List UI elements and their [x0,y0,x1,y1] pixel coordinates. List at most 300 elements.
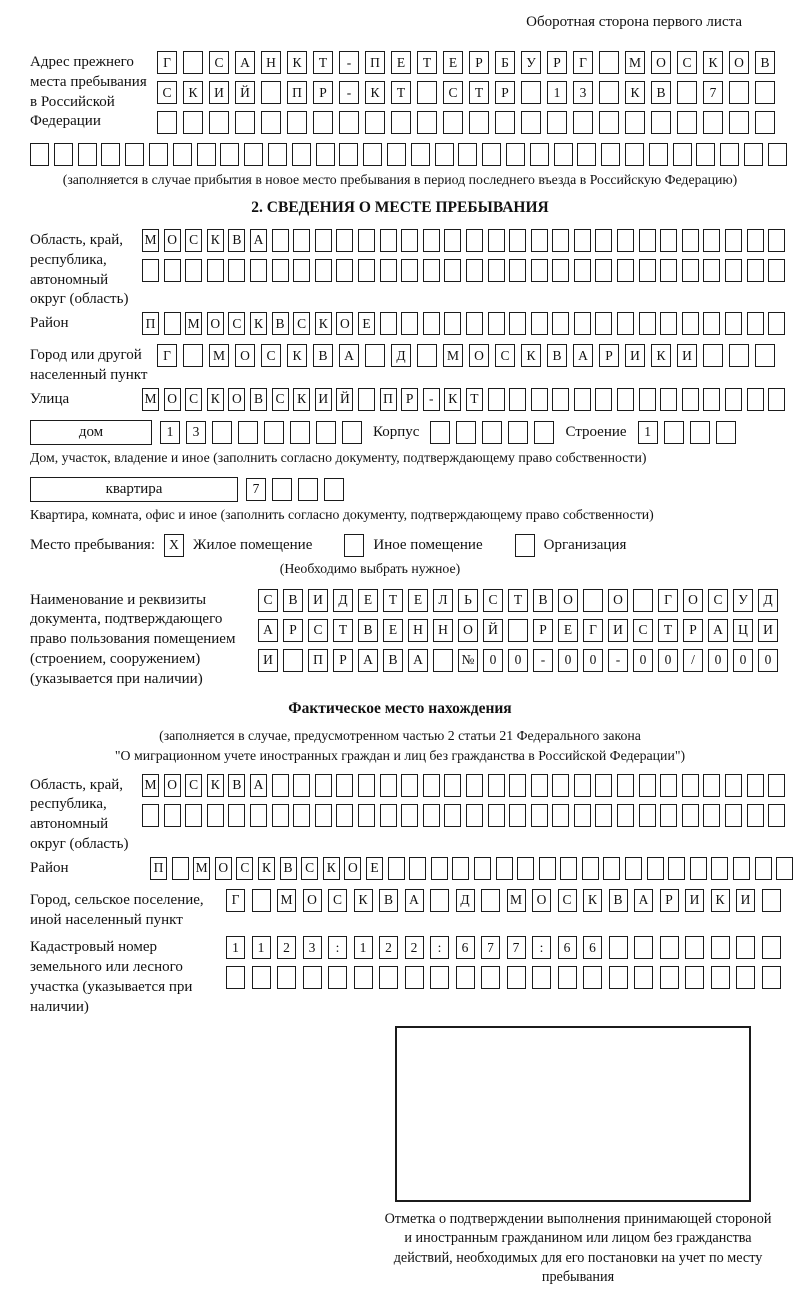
char-cell[interactable] [574,804,591,827]
char-cell[interactable] [363,143,382,166]
char-cell[interactable] [768,804,785,827]
char-cell[interactable] [649,143,668,166]
char-cell[interactable]: С [443,81,463,104]
char-cell[interactable] [423,229,440,252]
char-cell[interactable] [183,51,203,74]
char-cell[interactable]: Б [495,51,515,74]
char-cell[interactable] [521,111,541,134]
char-cell[interactable] [277,966,296,989]
char-cell[interactable]: Т [508,589,528,612]
char-cell[interactable] [747,312,764,335]
char-cell[interactable]: 7 [507,936,526,959]
char-cell[interactable]: : [430,936,449,959]
char-cell[interactable]: О [558,589,578,612]
char-cell[interactable] [430,889,449,912]
char-cell[interactable] [574,774,591,797]
char-cell[interactable] [716,421,736,444]
char-cell[interactable] [293,229,310,252]
char-cell[interactable] [228,259,245,282]
char-cell[interactable] [226,966,245,989]
char-cell[interactable] [668,857,685,880]
char-cell[interactable]: М [193,857,210,880]
char-cell[interactable] [531,388,548,411]
char-cell[interactable] [531,259,548,282]
char-cell[interactable]: С [293,312,310,335]
char-cell[interactable] [729,81,749,104]
char-cell[interactable]: Г [226,889,245,912]
char-cell[interactable]: К [365,81,385,104]
char-cell[interactable] [293,804,310,827]
char-cell[interactable] [298,478,318,501]
char-cell[interactable] [488,804,505,827]
char-cell[interactable]: В [228,229,245,252]
char-cell[interactable] [358,774,375,797]
char-cell[interactable] [315,229,332,252]
char-cell[interactable] [660,388,677,411]
char-cell[interactable] [755,111,775,134]
char-cell[interactable]: В [313,344,333,367]
char-cell[interactable] [755,857,772,880]
char-cell[interactable] [552,774,569,797]
char-cell[interactable]: У [733,589,753,612]
char-cell[interactable] [358,229,375,252]
char-cell[interactable] [530,143,549,166]
char-cell[interactable] [583,966,602,989]
char-cell[interactable] [444,259,461,282]
char-cell[interactable]: О [469,344,489,367]
char-cell[interactable] [660,259,677,282]
char-cell[interactable]: С [708,589,728,612]
char-cell[interactable] [725,259,742,282]
char-cell[interactable] [387,143,406,166]
char-cell[interactable] [417,81,437,104]
char-cell[interactable] [183,344,203,367]
char-cell[interactable] [609,966,628,989]
char-cell[interactable]: 7 [481,936,500,959]
char-cell[interactable] [762,889,781,912]
char-cell[interactable] [287,111,307,134]
char-cell[interactable]: С [308,619,328,642]
char-cell[interactable]: С [185,388,202,411]
char-cell[interactable] [358,259,375,282]
char-cell[interactable] [380,774,397,797]
char-cell[interactable] [552,229,569,252]
char-cell[interactable] [682,388,699,411]
char-cell[interactable]: Р [283,619,303,642]
char-cell[interactable] [509,774,526,797]
char-cell[interactable] [466,259,483,282]
char-cell[interactable]: Д [758,589,778,612]
char-cell[interactable] [747,804,764,827]
char-cell[interactable] [244,143,263,166]
char-cell[interactable]: К [651,344,671,367]
char-cell[interactable]: Р [533,619,553,642]
char-cell[interactable] [212,421,232,444]
char-cell[interactable] [729,111,749,134]
char-cell[interactable] [303,966,322,989]
char-cell[interactable] [595,259,612,282]
char-cell[interactable] [409,857,426,880]
char-cell[interactable] [380,229,397,252]
char-cell[interactable] [703,229,720,252]
char-cell[interactable]: Р [660,889,679,912]
char-cell[interactable] [466,229,483,252]
char-cell[interactable] [261,81,281,104]
char-cell[interactable] [272,259,289,282]
char-cell[interactable]: К [293,388,310,411]
char-cell[interactable]: О [164,388,181,411]
char-cell[interactable]: 7 [703,81,723,104]
char-cell[interactable] [142,259,159,282]
char-cell[interactable] [560,857,577,880]
char-cell[interactable] [682,774,699,797]
char-cell[interactable] [768,143,787,166]
char-cell[interactable]: С [258,589,278,612]
char-cell[interactable]: У [521,51,541,74]
char-cell[interactable] [488,388,505,411]
char-cell[interactable] [252,889,271,912]
char-cell[interactable]: Т [313,51,333,74]
char-cell[interactable] [324,478,344,501]
char-cell[interactable] [647,857,664,880]
char-cell[interactable] [725,388,742,411]
char-cell[interactable]: С [209,51,229,74]
char-cell[interactable]: К [183,81,203,104]
char-cell[interactable]: А [250,229,267,252]
char-cell[interactable] [617,259,634,282]
char-cell[interactable] [558,966,577,989]
char-cell[interactable]: И [315,388,332,411]
char-cell[interactable]: В [755,51,775,74]
char-cell[interactable] [762,966,781,989]
char-cell[interactable]: М [185,312,202,335]
char-cell[interactable] [443,111,463,134]
char-cell[interactable]: Ь [458,589,478,612]
char-cell[interactable]: С [272,388,289,411]
char-cell[interactable] [595,774,612,797]
char-cell[interactable]: Г [157,51,177,74]
char-cell[interactable] [411,143,430,166]
char-cell[interactable]: А [258,619,278,642]
char-cell[interactable]: О [303,889,322,912]
char-cell[interactable]: С [236,857,253,880]
char-cell[interactable]: Й [483,619,503,642]
char-cell[interactable]: И [758,619,778,642]
char-cell[interactable] [250,804,267,827]
char-cell[interactable] [466,804,483,827]
char-cell[interactable] [336,774,353,797]
char-cell[interactable] [682,229,699,252]
char-cell[interactable]: А [708,619,728,642]
char-cell[interactable] [264,421,284,444]
char-cell[interactable] [433,649,453,672]
char-cell[interactable]: М [142,388,159,411]
char-cell[interactable] [729,344,749,367]
char-cell[interactable] [639,774,656,797]
char-cell[interactable]: О [532,889,551,912]
char-cell[interactable]: С [328,889,347,912]
char-cell[interactable] [577,143,596,166]
char-cell[interactable] [435,143,454,166]
char-cell[interactable] [391,111,411,134]
char-cell[interactable]: И [625,344,645,367]
char-cell[interactable] [509,388,526,411]
char-cell[interactable] [488,259,505,282]
char-cell[interactable]: 0 [483,649,503,672]
char-cell[interactable] [488,312,505,335]
char-cell[interactable] [336,804,353,827]
char-cell[interactable]: Д [391,344,411,367]
char-cell[interactable]: М [209,344,229,367]
char-cell[interactable] [444,229,461,252]
char-cell[interactable] [682,259,699,282]
char-cell[interactable]: А [408,649,428,672]
char-cell[interactable]: 0 [758,649,778,672]
char-cell[interactable] [444,804,461,827]
char-cell[interactable]: 2 [277,936,296,959]
char-cell[interactable] [495,111,515,134]
char-cell[interactable]: - [339,81,359,104]
char-cell[interactable] [401,229,418,252]
char-cell[interactable] [744,143,763,166]
char-cell[interactable] [685,936,704,959]
char-cell[interactable]: И [258,649,278,672]
char-cell[interactable]: М [277,889,296,912]
char-cell[interactable] [762,936,781,959]
char-cell[interactable] [660,804,677,827]
char-cell[interactable] [423,804,440,827]
char-cell[interactable]: К [315,312,332,335]
char-cell[interactable] [703,388,720,411]
char-cell[interactable]: П [380,388,397,411]
char-cell[interactable]: О [164,229,181,252]
char-cell[interactable] [149,143,168,166]
char-cell[interactable] [521,81,541,104]
char-cell[interactable] [509,804,526,827]
char-cell[interactable]: Е [558,619,578,642]
char-cell[interactable]: В [358,619,378,642]
char-cell[interactable]: К [521,344,541,367]
char-cell[interactable]: Т [333,619,353,642]
char-cell[interactable] [238,421,258,444]
char-cell[interactable]: И [308,589,328,612]
char-cell[interactable] [292,143,311,166]
char-cell[interactable]: Г [583,619,603,642]
char-cell[interactable]: В [228,774,245,797]
char-cell[interactable]: 0 [558,649,578,672]
char-cell[interactable]: Н [408,619,428,642]
char-cell[interactable]: М [443,344,463,367]
char-cell[interactable]: О [336,312,353,335]
char-cell[interactable] [339,143,358,166]
char-cell[interactable]: К [287,51,307,74]
char-cell[interactable] [574,312,591,335]
char-cell[interactable]: - [339,51,359,74]
char-cell[interactable] [552,388,569,411]
char-cell[interactable]: 1 [638,421,658,444]
char-cell[interactable]: К [703,51,723,74]
char-cell[interactable] [599,51,619,74]
char-cell[interactable]: С [185,774,202,797]
char-cell[interactable]: 1 [547,81,567,104]
char-cell[interactable] [733,857,750,880]
char-cell[interactable] [582,857,599,880]
char-cell[interactable]: Т [391,81,411,104]
char-cell[interactable]: В [547,344,567,367]
char-cell[interactable]: - [533,649,553,672]
char-cell[interactable]: П [150,857,167,880]
char-cell[interactable] [293,259,310,282]
char-cell[interactable]: 2 [405,936,424,959]
char-cell[interactable] [517,857,534,880]
char-cell[interactable] [431,857,448,880]
char-cell[interactable] [339,111,359,134]
char-cell[interactable] [720,143,739,166]
char-cell[interactable] [509,312,526,335]
char-cell[interactable]: П [308,649,328,672]
char-cell[interactable] [703,111,723,134]
char-cell[interactable]: 3 [573,81,593,104]
char-cell[interactable]: К [583,889,602,912]
char-cell[interactable]: 3 [303,936,322,959]
char-cell[interactable] [677,111,697,134]
char-cell[interactable]: К [258,857,275,880]
char-cell[interactable] [682,804,699,827]
char-cell[interactable] [417,111,437,134]
char-cell[interactable]: О [651,51,671,74]
char-cell[interactable] [316,143,335,166]
char-cell[interactable] [776,857,793,880]
char-cell[interactable]: В [283,589,303,612]
char-cell[interactable]: С [261,344,281,367]
char-cell[interactable]: О [164,774,181,797]
char-cell[interactable] [625,143,644,166]
char-cell[interactable] [725,804,742,827]
char-cell[interactable] [625,857,642,880]
char-cell[interactable] [365,111,385,134]
char-cell[interactable] [595,312,612,335]
char-cell[interactable]: А [358,649,378,672]
char-cell[interactable]: Г [658,589,678,612]
char-cell[interactable] [358,388,375,411]
char-cell[interactable]: Т [469,81,489,104]
char-cell[interactable]: О [207,312,224,335]
char-cell[interactable] [290,421,310,444]
char-cell[interactable] [554,143,573,166]
char-cell[interactable]: Р [313,81,333,104]
char-cell[interactable] [482,143,501,166]
char-cell[interactable]: В [250,388,267,411]
char-cell[interactable] [313,111,333,134]
char-cell[interactable]: В [609,889,628,912]
char-cell[interactable] [531,774,548,797]
char-cell[interactable]: С [633,619,653,642]
char-cell[interactable] [574,229,591,252]
char-cell[interactable] [185,804,202,827]
char-cell[interactable]: В [379,889,398,912]
char-cell[interactable]: К [444,388,461,411]
char-cell[interactable] [677,81,697,104]
char-cell[interactable]: Е [408,589,428,612]
char-cell[interactable] [725,312,742,335]
char-cell[interactable] [444,312,461,335]
char-cell[interactable] [703,804,720,827]
char-cell[interactable]: М [142,229,159,252]
char-cell[interactable] [315,804,332,827]
char-cell[interactable] [682,312,699,335]
char-cell[interactable] [747,774,764,797]
char-cell[interactable]: В [280,857,297,880]
char-cell[interactable]: С [185,229,202,252]
char-cell[interactable]: Е [366,857,383,880]
char-cell[interactable]: А [634,889,653,912]
char-cell[interactable] [342,421,362,444]
char-cell[interactable] [173,143,192,166]
char-cell[interactable] [736,936,755,959]
char-cell[interactable] [696,143,715,166]
char-cell[interactable] [651,111,671,134]
char-cell[interactable]: К [287,344,307,367]
char-cell[interactable] [539,857,556,880]
char-cell[interactable] [452,857,469,880]
char-cell[interactable] [272,478,292,501]
char-cell[interactable] [690,857,707,880]
char-cell[interactable] [660,229,677,252]
char-cell[interactable]: П [142,312,159,335]
char-cell[interactable]: 2 [379,936,398,959]
char-cell[interactable] [639,388,656,411]
char-cell[interactable] [660,312,677,335]
char-cell[interactable] [157,111,177,134]
char-cell[interactable] [272,774,289,797]
char-cell[interactable]: Р [599,344,619,367]
char-cell[interactable] [509,229,526,252]
char-cell[interactable]: О [235,344,255,367]
char-cell[interactable] [755,344,775,367]
char-cell[interactable] [633,589,653,612]
char-cell[interactable]: К [625,81,645,104]
char-cell[interactable] [316,421,336,444]
char-cell[interactable] [531,229,548,252]
char-cell[interactable]: 6 [456,936,475,959]
char-cell[interactable] [617,388,634,411]
char-cell[interactable] [185,259,202,282]
char-cell[interactable]: В [383,649,403,672]
char-cell[interactable] [482,421,502,444]
char-cell[interactable]: 3 [186,421,206,444]
char-cell[interactable] [466,312,483,335]
char-cell[interactable] [685,966,704,989]
char-cell[interactable] [634,966,653,989]
char-cell[interactable] [235,111,255,134]
char-cell[interactable] [466,774,483,797]
char-cell[interactable]: С [677,51,697,74]
char-cell[interactable] [660,936,679,959]
char-cell[interactable]: 0 [583,649,603,672]
char-cell[interactable] [595,804,612,827]
char-cell[interactable]: М [507,889,526,912]
char-cell[interactable] [488,229,505,252]
char-cell[interactable]: К [711,889,730,912]
char-cell[interactable] [508,619,528,642]
char-cell[interactable] [639,312,656,335]
char-cell[interactable] [595,388,612,411]
stay-type-checkbox-other-premises[interactable] [344,534,364,557]
char-cell[interactable]: Е [443,51,463,74]
char-cell[interactable]: А [250,774,267,797]
char-cell[interactable] [142,804,159,827]
char-cell[interactable] [639,259,656,282]
